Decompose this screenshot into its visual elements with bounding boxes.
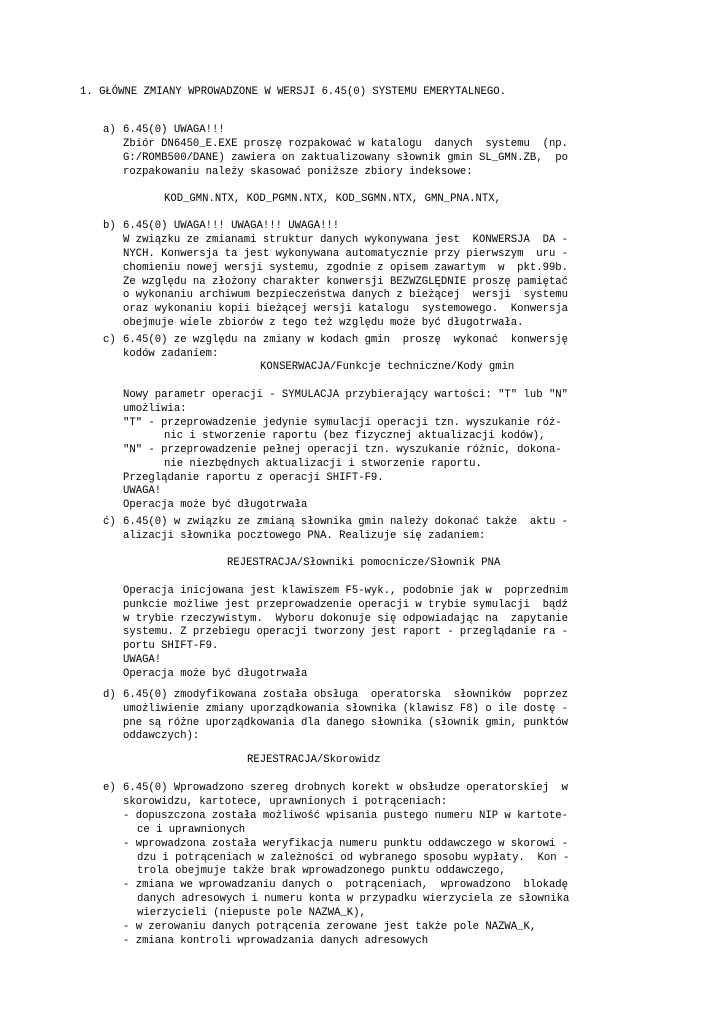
- section-d-line: oddawczych):: [123, 730, 200, 742]
- section-e-line: - zmiana kontroli wprowadzania danych adresowych: [123, 935, 429, 947]
- section-b-line: 6.45(0) UWAGA!!! UWAGA!!! UWAGA!!!: [123, 220, 340, 232]
- menu-path: KONSERWACJA/Funkcje techniczne/Kody gmin: [260, 361, 515, 373]
- section-c-line: Przeglądanie raportu z operacji SHIFT-F9.: [123, 472, 384, 484]
- section-c-line: 6.45(0) ze względu na zmiany w kodach gmin proszę wykonać konwersję: [123, 334, 569, 346]
- section-b-line: NYCH. Konwersja ta jest wykonywana automatycznie przy pierwszym uru -: [123, 248, 569, 260]
- section-e-line: danych adresowych i numeru konta w przypadku wierzyciela ze słownika: [137, 893, 570, 905]
- section-e-line: wierzycieli (niepuste pole NAZWA_K),: [137, 907, 366, 919]
- section-c-line: kodów zadaniem:: [123, 348, 219, 360]
- section-e-line: 6.45(0) Wprowadzono szereg drobnych korekt w obsłudze operatorskiej w: [123, 782, 569, 794]
- section-c2-line: Operacja inicjowana jest klawiszem F5-wyk., podobnie jak w poprzednim: [123, 585, 569, 597]
- section-c-line: nie niezbędnych aktualizacji i stworzenie raportu.: [164, 458, 482, 470]
- section-b-label: b): [103, 220, 116, 232]
- section-c-line: "N" - przeprowadzenie pełnej operacji tzn. wyszukanie różnic, dokona-: [123, 444, 562, 456]
- section-e-line: - zmiana we wprowadzaniu danych o potrąceniach, wprowadzono blokadę: [123, 879, 569, 891]
- section-a-line: G:/ROMB500/DANE) zawiera on zaktualizowany słownik gmin SL_GMN.ZB, po: [123, 152, 569, 164]
- document-heading: 1. GŁÓWNE ZMIANY WPROWADZONE W WERSJI 6.45(0) SYSTEMU EMERYTALNEGO.: [80, 86, 506, 98]
- section-c-line: umożliwia:: [123, 403, 187, 415]
- section-e-label: e): [103, 782, 116, 794]
- section-c2-line: systemu. Z przebiegu operacji tworzony jest raport - przeglądanie ra -: [123, 626, 569, 638]
- section-c-label: c): [103, 334, 116, 346]
- section-e-line: dzu i potrąceniach w zależności od wybranego sposobu wypłaty. Kon -: [137, 852, 570, 864]
- section-b-line: W związku ze zmianami struktur danych wykonywana jest KONWERSJA DA -: [123, 234, 569, 246]
- section-c-line: Operacja może być długotrwała: [123, 499, 308, 511]
- section-b-line: o wykonaniu archiwum bezpieczeństwa danych z bieżącej wersji systemu: [123, 289, 569, 301]
- section-e-line: - w zerowaniu danych potrącenia zerowane jest także pole NAZWA_K,: [123, 921, 537, 933]
- section-c-line: UWAGA!: [123, 485, 162, 497]
- index-file-list: KOD_GMN.NTX, KOD_PGMN.NTX, KOD_SGMN.NTX, GMN_PNA.NTX,: [164, 193, 501, 205]
- section-e-line: ce i uprawnionych: [137, 824, 246, 836]
- section-c2-line: portu SHIFT-F9.: [123, 640, 219, 652]
- section-a-line: rozpakowaniu należy skasować poniższe zbiory indeksowe:: [123, 166, 473, 178]
- section-a-label: a): [103, 124, 116, 136]
- menu-path: REJESTRACJA/Skorowidz: [247, 754, 381, 766]
- section-b-line: chomieniu nowej wersji systemu, zgodnie z opisem zawartym w pkt.99b.: [123, 262, 569, 274]
- section-c-line: nic i stworzenie raportu (bez fizycznej aktualizacji kodów),: [164, 430, 546, 442]
- section-a-line: Zbiór DN6450_E.EXE proszę rozpakować w katalogu danych systemu (np.: [123, 138, 569, 150]
- section-e-line: skorowidzu, kartotece, uprawnionych i potrąceniach:: [123, 796, 448, 808]
- menu-path: REJESTRACJA/Słowniki pomocnicze/Słownik PNA: [227, 557, 501, 569]
- section-b-line: oraz wykonaniu kopii bieżącej wersji katalogu systemowego. Konwersja: [123, 303, 569, 315]
- section-d-line: umożliwienie zmiany uporządkowania słownika (klawisz F8) o ile dostę -: [123, 703, 569, 715]
- section-c2-line: alizacji słownika pocztowego PNA. Realizuje się zadaniem:: [123, 530, 486, 542]
- section-e-line: - wprowadzona została weryfikacja numeru punktu oddawczego w skorowi -: [123, 838, 569, 850]
- section-c2-line: UWAGA!: [123, 654, 162, 666]
- section-c2-line: 6.45(0) w związku ze zmianą słownika gmin należy dokonać także aktu -: [123, 516, 569, 528]
- section-e-line: - dopuszczona została możliwość wpisania pustego numeru NIP w kartote-: [123, 810, 569, 822]
- section-c2-line: punkcie możliwe jest przeprowadzenie operacji w trybie symulacji bądź: [123, 599, 569, 611]
- section-c2-label: ć): [103, 516, 116, 528]
- section-d-label: d): [103, 689, 116, 701]
- section-a-line: 6.45(0) UWAGA!!!: [123, 124, 225, 136]
- section-d-line: 6.45(0) zmodyfikowana została obsługa operatorska słowników poprzez: [123, 689, 569, 701]
- section-b-line: obejmuje wiele zbiorów z tego też względu może być długotrwała.: [123, 317, 524, 329]
- section-c-line: Nowy parametr operacji - SYMULACJA przybierający wartości: "T" lub "N": [123, 389, 569, 401]
- section-c2-line: Operacja może być długotrwała: [123, 668, 308, 680]
- section-e-line: trola obejmuje także brak wprowadzonego punktu oddawczego,: [137, 865, 506, 877]
- section-c-line: "T" - przeprowadzenie jedynie symulacji operacji tzn. wyszukanie róż-: [123, 417, 562, 429]
- section-d-line: pne są różne uporządkowania dla danego słownika (słownik gmin, punktów: [123, 717, 569, 729]
- section-b-line: Ze względu na złożony charakter konwersji BEZWZGLĘDNIE proszę pamiętać: [123, 276, 569, 288]
- section-c2-line: w trybie rzeczywistym. Wyboru dokonuje się odpowiadając na zapytanie: [123, 613, 569, 625]
